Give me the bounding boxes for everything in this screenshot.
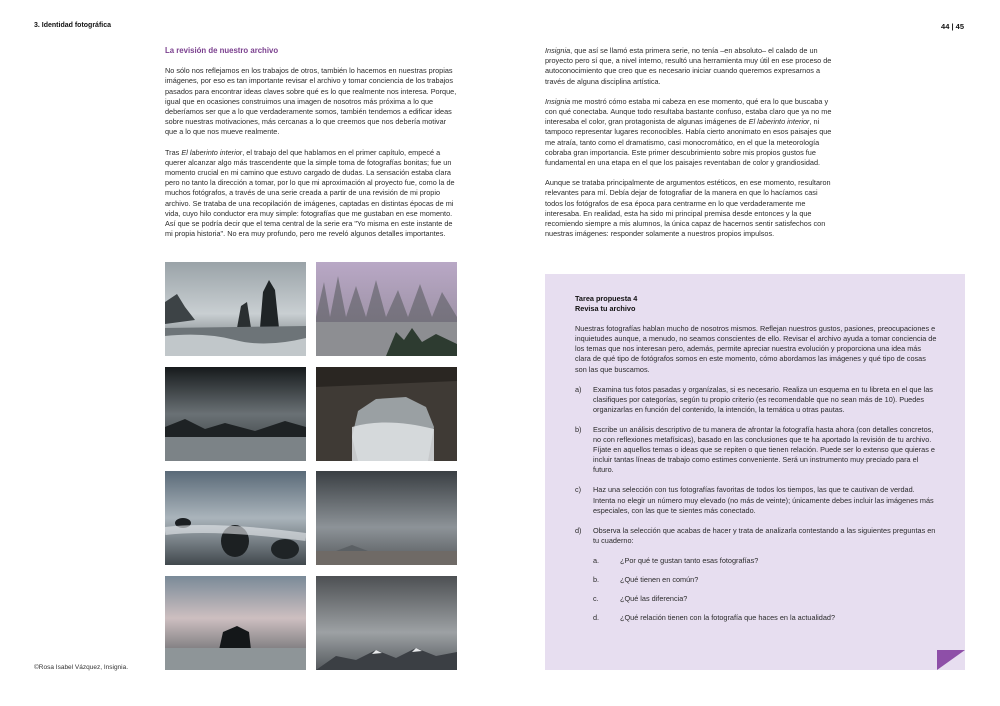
photo-sea-stacks bbox=[165, 262, 306, 356]
question-a: a. ¿Por qué te gustan tanto esas fotografías? bbox=[593, 555, 759, 565]
paragraph: Insignia me mostró cómo estaba mi cabeza en ese momento, qué era lo que buscaba y con qué conectaba. Aunque todo resultaba bastante confuso, estaba claro que ya no me interesaba el color, gran protagonista de algunas imágenes de El laberinto interior, ni tampoco representar lugares reconocibles. Había cierto anonimato en esos paisajes que me atraía, tanto como el dramatismo, casi monocromático, en el que la meteorología cobraba gran importancia. Este primer descubrimiento sobre mis propios gustos fue fundamental en una etapa en el que los paisajes reventaban de color y grandiosidad. bbox=[545, 96, 832, 168]
right-column bbox=[545, 46, 835, 249]
task-item-a: a) Examina tus fotos pasadas y organízalas, si es necesario. Realiza un esquema en tu libreta en el que las clasifiques por categorías, según tu propio criterio (es recomendable que no sean más de 10). Puedes organizarlas en función del contenido, la intención, la temática u otras pautas. bbox=[575, 384, 933, 414]
left-column bbox=[165, 46, 457, 249]
paragraph: No sólo nos reflejamos en los trabajos de otros, también lo hacemos en nuestras propias imágenes, por eso es tan importante revisar el archivo y tomar conciencia de los trabajos pasados para encontrar ideas claves sobre qué es lo que realmente nos interesa. Porque, igual que en ocasiones construimos una imagen de nosotros más próxima a lo que deberíamos ser que a lo que verdaderamente somos, también tendemos a edificar ideas sobre nuestras motivaciones, más cercanas a lo que creemos que nos debería motivar que a lo que nos mueve realmente. bbox=[165, 66, 457, 137]
photo-snowy-mountains bbox=[316, 576, 457, 670]
photo-misty-forest bbox=[316, 262, 457, 356]
paragraph: Tras El laberinto interior, el trabajo del que hablamos en el primer capítulo, empecé a querer alcanzar algo más trascendente que la simple toma de fotografías bonitas; fue un momento crucial en mi camino que estuvo cargado de dudas. La sensación estaba clara pero no tanto la dirección a tomar, por lo que mi aproximación al proyecto fue, como la de muchos fotógrafos, a través de una serie creada a partir de una revisión de mi propio archivo. Se trataba de una recopilación de imágenes, captadas en distintas épocas de mi vida, cuyo hilo conductor era muy simple: fotografías que me gustaban en ese momento. Así que se podría decir que el tema central de la serie era "Yo misma en este instante de mi propia historia". No era muy profundo, pero me reveló algunos detalles importantes. bbox=[165, 147, 455, 239]
task-title: Tarea propuesta 4 bbox=[575, 294, 638, 303]
photo-rock-arch bbox=[316, 367, 457, 461]
task-item-d: d) Observa la selección que acabas de hacer y trata de analizarla contestando a las siguientes preguntas en tu cuaderno: bbox=[575, 525, 936, 545]
question-d: d. ¿Qué relación tienen con la fotografía que haces en la actualidad? bbox=[593, 613, 835, 623]
page-numbers: 44 | 45 bbox=[941, 22, 964, 31]
photo-credit: ©Rosa Isabel Vázquez, Insignia. bbox=[34, 664, 129, 671]
chapter-title: 3. Identidad fotográfica bbox=[34, 22, 112, 29]
photo-lone-rock bbox=[165, 576, 306, 670]
task-content bbox=[575, 294, 937, 632]
question-c: c. ¿Qué las diferencia? bbox=[593, 594, 688, 604]
task-item-b: b) Escribe un análisis descriptivo de tu manera de afrontar la fotografía hasta ahora (con detalles concretos, no con reflexiones metafísicas), basado en las conclusiones que te ha aportado la revisión de tu archivo. Fíjate en aquellos temas o ideas que se repiten o que tienen relación. Puede ser lo extenso que quieras e incluir tantas líneas de trabajo como estimes conveniente. Será un instrumento muy preciado para el futuro. bbox=[575, 424, 935, 475]
task-box bbox=[545, 274, 965, 670]
photo-stormy-plain bbox=[316, 471, 457, 565]
paragraph: Aunque se trataba principalmente de argumentos estéticos, en ese momento, resultaron relevantes para mí. Debía dejar de fotografiar de la manera en que lo hacíamos casi todos los fotógrafos de esa época para centrarme en lo que verdaderamente me interesaba. En realidad, esta ha sido mi principal premisa desde entonces y la que recomiendo siempre a mis alumnos, la única capaz de hacernos sentir satisfechos con nuestras imágenes: responder solamente a nuestros propios impulsos. bbox=[545, 178, 831, 239]
page-corner-icon bbox=[937, 650, 965, 670]
paragraph: Insignia, que así se llamó esta primera serie, no tenía –en absoluto– el calado de un proyecto pero sí que, a nivel interno, resultó una herramienta muy útil en ese proceso de autoconocimiento que creo que es necesario iniciar cuando queremos expresarnos a través de alguna disciplina artística. bbox=[545, 46, 832, 86]
task-item-c: c) Haz una selección con tus fotografías favoritas de todos los tiempos, las que te cautivan de verdad. Intenta no elegir un número muy elevado (no más de veinte); únicamente debes incluir las imágenes más especiales, con las que te sientes más conectado. bbox=[575, 485, 934, 515]
task-intro: Nuestras fotografías hablan mucho de nosotros mismos. Reflejan nuestros gustos, pasiones, preocupaciones e inquietudes aunque, a menudo, no seamos conscientes de ello. Revisar el archivo ayuda a tomar conciencia de los temas que nos interesan pero, además, permite apreciar nuestra evolución y proporciona una idea más clara de qué tipo de fotógrafos somos en este momento, cómo abordamos las imágenes y qué tipo de cosas son las que buscamos. bbox=[575, 324, 937, 374]
question-b: b. ¿Qué tienen en común? bbox=[593, 574, 699, 584]
photo-storm-lake bbox=[165, 367, 306, 461]
photo-rocky-shore bbox=[165, 471, 306, 565]
task-subtitle: Revisa tu archivo bbox=[575, 304, 636, 314]
section-heading: La revisión de nuestro archivo bbox=[165, 46, 279, 55]
